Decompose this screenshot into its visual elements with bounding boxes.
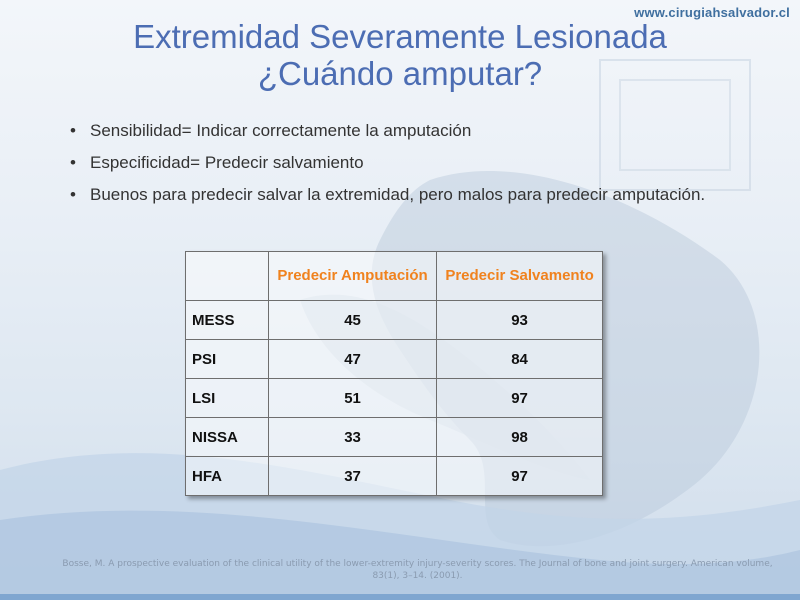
bullet-text: Buenos para predecir salvar la extremidad, pero malos para predecir amputación. bbox=[90, 185, 706, 204]
citation: Bosse, M. A prospective evaluation of the clinical utility of the lower-extremity injury-severity scores. The Journal of bone and joint surgery. American volume, 83(1), 3–14. (2001). bbox=[62, 559, 773, 581]
amputation-value: 47 bbox=[269, 340, 437, 379]
table-row bbox=[186, 457, 603, 496]
table-row bbox=[186, 340, 603, 379]
table-header-salvage: Predecir Salvamento bbox=[437, 252, 603, 301]
table-row bbox=[186, 301, 603, 340]
title-line-1: Extremidad Severamente Lesionada bbox=[133, 18, 667, 55]
amputation-value: 51 bbox=[269, 379, 437, 418]
amputation-value: 45 bbox=[269, 301, 437, 340]
website-watermark: www.cirugiahsalvador.cl bbox=[634, 5, 790, 20]
bullet-text: Especificidad= Predecir salvamiento bbox=[90, 153, 364, 172]
bullet-marker: • bbox=[70, 121, 76, 140]
amputation-value: 37 bbox=[269, 457, 437, 496]
title-line-2: ¿Cuándo amputar? bbox=[257, 55, 543, 92]
score-name: MESS bbox=[186, 301, 269, 340]
table-header-row bbox=[186, 252, 603, 301]
bullet-marker: • bbox=[70, 153, 76, 172]
bullet-marker: • bbox=[70, 185, 76, 204]
slide-title bbox=[60, 18, 740, 92]
salvage-value: 84 bbox=[437, 340, 603, 379]
score-name: PSI bbox=[186, 340, 269, 379]
table-header-empty bbox=[186, 252, 269, 301]
bullet-item bbox=[70, 184, 730, 205]
bullet-text: Sensibilidad= Indicar correctamente la amputación bbox=[90, 121, 472, 140]
table-header-amputation: Predecir Amputación bbox=[269, 252, 437, 301]
bullet-list bbox=[70, 120, 730, 216]
salvage-value: 97 bbox=[437, 379, 603, 418]
bullet-item bbox=[70, 120, 730, 141]
score-name: LSI bbox=[186, 379, 269, 418]
score-name: NISSA bbox=[186, 418, 269, 457]
table-row bbox=[186, 418, 603, 457]
score-name: HFA bbox=[186, 457, 269, 496]
salvage-value: 97 bbox=[437, 457, 603, 496]
bullet-item bbox=[70, 152, 730, 173]
salvage-value: 93 bbox=[437, 301, 603, 340]
amputation-value: 33 bbox=[269, 418, 437, 457]
table-row bbox=[186, 379, 603, 418]
scores-table bbox=[185, 251, 603, 496]
salvage-value: 98 bbox=[437, 418, 603, 457]
